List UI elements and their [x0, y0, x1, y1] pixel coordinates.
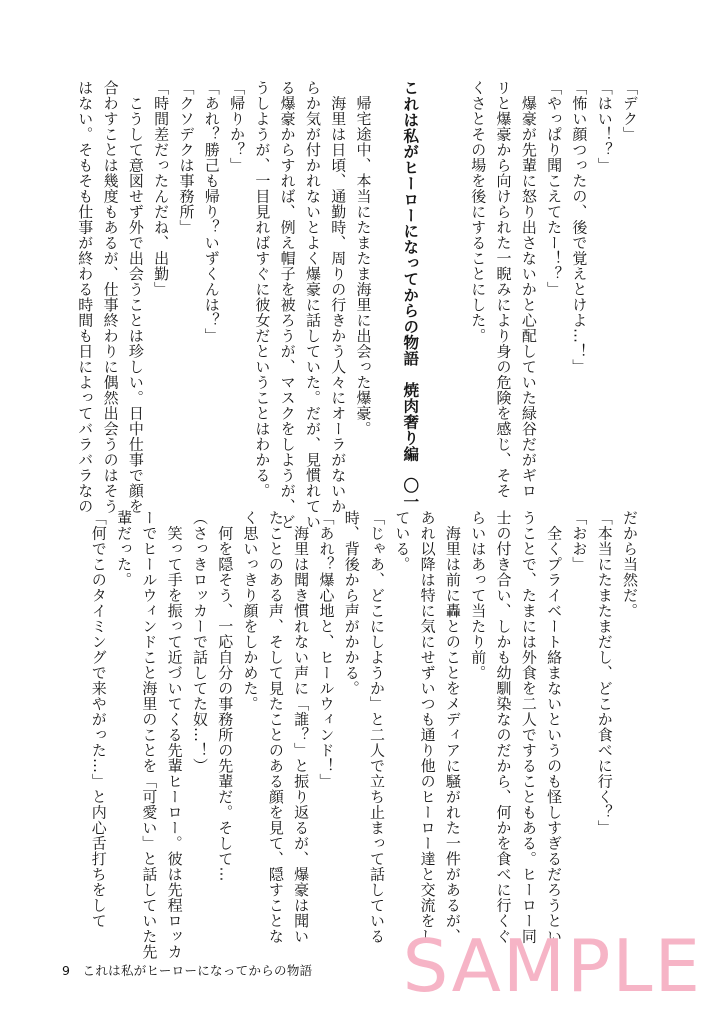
text-column: ている。: [393, 510, 412, 572]
text-column: はない。そもそも仕事が終わる時間も日によってバラバラなの: [76, 80, 95, 514]
text-column: 「帰りか？」: [228, 80, 247, 173]
text-column: 「本当にたまたまだし、どこか食べに行く？」: [595, 510, 614, 836]
sample-watermark: SAMPLE: [402, 924, 702, 1008]
text-column: あれ以降は特に気にせずいつも通り他のヒーロー達と交流をし: [418, 510, 437, 944]
text-column: 「やっぱり聞こえてたー！？」: [545, 80, 564, 297]
text-column: 士の付き合い、しかも幼馴染なのだから、何かを食べに行くぐ: [494, 510, 513, 944]
text-column: 海里は聞き慣れない声に「誰？」と振り返るが、爆豪は聞い: [292, 510, 311, 944]
text-column: 「じゃあ、どこにしようか」と二人で立ち止まって話している: [368, 510, 387, 944]
text-column: らいはあって当たり前。: [469, 510, 488, 681]
text-column: 「デク」: [621, 80, 639, 142]
text-column: らか気が付かれないとよく爆豪に話していた。だが、見慣れてい: [303, 80, 322, 530]
text-column: 笑って手を振って近づいてくる先輩ヒーロー。彼は先程ロッカ: [165, 510, 184, 960]
text-column: 何を隠そう、一応自分の事務所の先輩だ。そして…: [216, 510, 235, 882]
text-column: 「怖い顔つったの、後で覚えとけよ…！」: [570, 80, 589, 375]
book-title: これは私がヒーローになってからの物語: [82, 963, 313, 978]
page-footer: [62, 961, 312, 979]
text-column: 「あれ？爆心地と、ヒールウィンド！」: [317, 510, 336, 789]
bottom-text-block: [72, 510, 642, 960]
text-column: リと爆豪から向けられた一睨みにより身の危険を感じ、そそ: [494, 80, 513, 499]
text-column: だから当然だ。: [621, 510, 639, 619]
text-column: く思いっきり顔をしかめた。: [241, 510, 260, 712]
text-column: 「時間差だったんだね、出勤」: [152, 80, 171, 297]
text-column: る爆豪からすれば、例え帽子を被ろうが、マスクをしようが、ど: [278, 80, 297, 530]
text-column: 帰宅途中、本当にたまたま海里に出会った爆豪。: [354, 80, 373, 437]
text-column: 時、背後から声がかかる。: [342, 510, 361, 696]
text-column: ーでヒールウィンドこと海里のことを「可愛い」と話していた先: [140, 510, 159, 960]
chapter-title: これは私がヒーローになってからの物語 焼肉奢り編 〇一: [401, 80, 420, 510]
text-column: 「クソデクは事務所」: [177, 80, 196, 235]
text-column: 爆豪が先輩に怒り出さないかと心配していた緑谷だがギロ: [519, 80, 538, 499]
text-column: うことで、たまには外食を二人ですることもある。ヒーロー同: [519, 510, 538, 944]
text-column: たことのある声、そして見たことのある顔を見て、隠すことな: [266, 510, 285, 944]
text-column: うしようが、一目見ればすぐに彼女だということはわかる。: [253, 80, 272, 499]
text-column: 「はい！？」: [595, 80, 614, 173]
text-column: こうして意図せず外で出会うことは珍しい。日中仕事で顔を: [126, 80, 145, 514]
text-column: 「あれ？勝己も帰り？いずくんは？」: [202, 80, 221, 344]
text-column: 合わすことは幾度もあるが、仕事終わりに偶然出会うのはそう: [101, 80, 120, 514]
text-column: （さっきロッカーで話してた奴…！）: [190, 510, 209, 774]
text-column: 海里は日頃、通勤時、周りの行きかう人々にオーラがないか: [329, 80, 348, 514]
page-number: 9: [62, 963, 71, 978]
text-column: 全くプライベート絡まないというのも怪しすぎるだろうとい: [545, 510, 564, 944]
text-column: 海里は前に轟とのことをメディアに騒がれた一件があるが、: [443, 510, 462, 944]
text-column: くさとその場を後にすることにした。: [469, 80, 488, 344]
text-column: 輩だった。: [115, 510, 134, 588]
text-column: 「おお」: [570, 510, 589, 572]
top-text-block: [72, 80, 642, 530]
text-column: 「何でこのタイミングで来やがった…」と内心舌打ちをして: [89, 510, 108, 929]
